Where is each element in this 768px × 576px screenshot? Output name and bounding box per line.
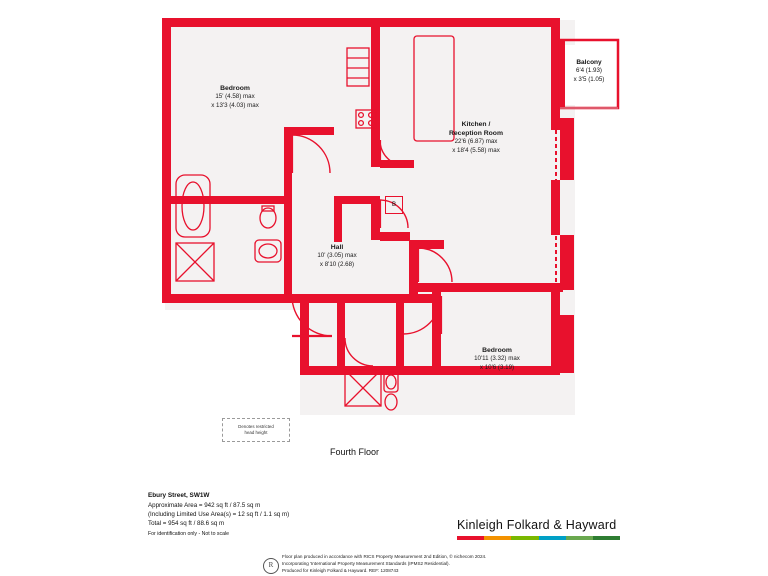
rics-line-1: Floor plan produced in accordance with RICS Property Measurement 2nd Edition,: [282, 554, 448, 559]
disclaimer: For identification only - Not to scale: [148, 530, 230, 537]
brand-color-4: [539, 536, 566, 540]
bathroom-marker: B: [385, 196, 403, 214]
brand-color-bar: [457, 536, 620, 540]
room-label-kitchen-reception: Kitchen / Reception Room 22'6 (6.87) max x 18'4 (5.58) max: [448, 121, 503, 154]
area-line-2: (Including Limited Use Area(s) = 12 sq ft / 1.1 sq m): [148, 510, 290, 518]
brand-color-5: [566, 536, 593, 540]
area-line-1: Approximate Area = 942 sq ft / 87.5 sq m: [148, 501, 261, 509]
room-label-hall: Hall 10' (3.05) max x 8'10 (2.68): [317, 244, 357, 268]
property-details: [148, 491, 478, 538]
brand-name: Kinleigh Folkard & Hayward: [457, 518, 617, 532]
floor-caption: Fourth Floor: [330, 447, 380, 457]
balcony-label: Balcony 6'4 (1.93) x 3'5 (1.05): [573, 59, 605, 83]
restricted-head-height-legend: Denotes restricted head height: [222, 418, 290, 442]
rics-logo-icon: R: [263, 558, 279, 574]
brand-color-1: [457, 536, 484, 540]
brand-color-2: [484, 536, 511, 540]
room-label-bedroom-2: Bedroom 10'11 (3.32) max x 10'6 (3.19): [474, 347, 520, 371]
rics-compliance-text: [282, 553, 582, 574]
brand-color-3: [511, 536, 538, 540]
property-address: Ebury Street, SW1W: [148, 492, 210, 499]
rics-line-3: Produced for Kinleigh Folkard & Hayward. REF: 1208743: [282, 568, 399, 574]
area-line-3: Total = 954 sq ft / 88.6 sq m: [148, 520, 225, 528]
rics-line-2: Incorporating 'International Property Measurement Standards (IPMS2 Residential).: [282, 561, 450, 567]
rics-credit: © nichecom 2024.: [449, 554, 487, 559]
brand-color-6: [593, 536, 620, 540]
room-label-bedroom-1: Bedroom 15' (4.58) max x 13'3 (4.03) max: [211, 85, 259, 109]
